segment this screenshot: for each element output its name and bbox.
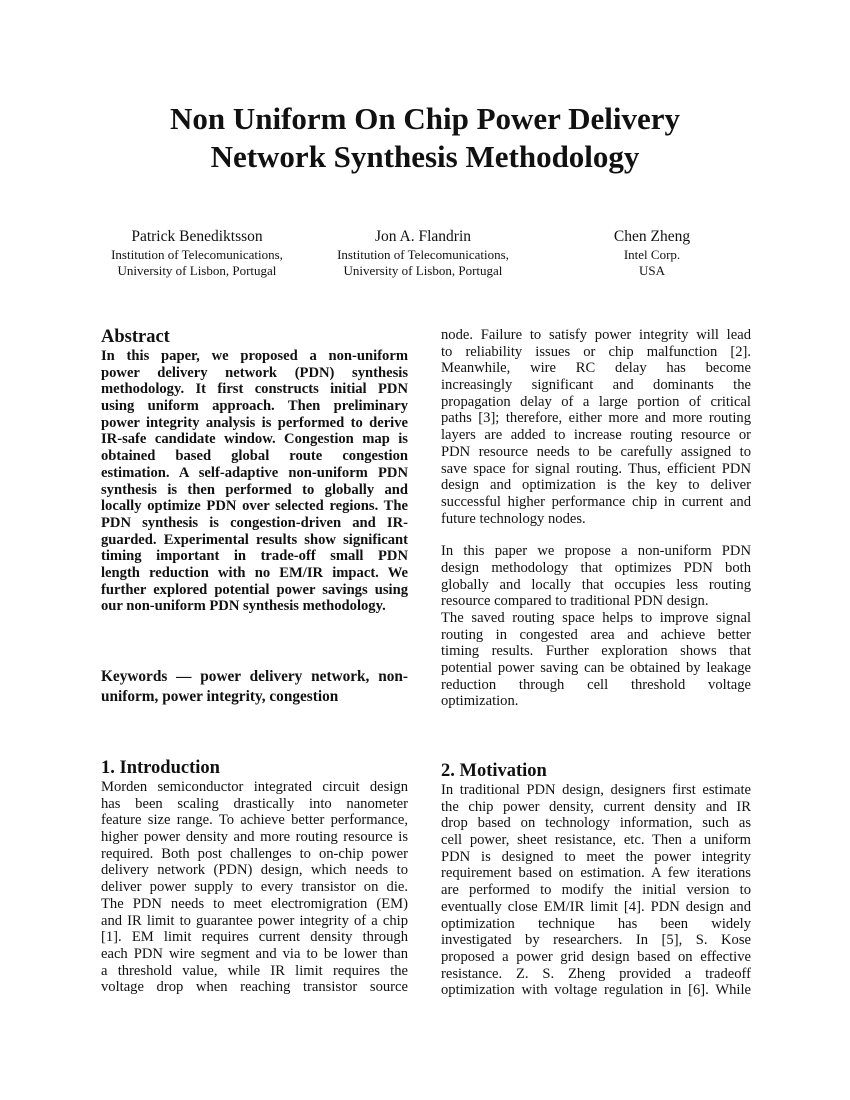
text-line: guarded. Experimental results show significant <box>101 531 408 548</box>
author-2 <box>303 227 543 279</box>
text-line: obtained based global route congestion <box>101 448 408 465</box>
text-line: resistance. Z. S. Zheng provided a tradeoff <box>441 965 751 982</box>
text-line: length reduction with no EM/IR impact. We <box>101 564 408 581</box>
text-line: deliver power supply to every transistor on die. <box>101 879 408 896</box>
text-line: delivery network (PDN) design, which needs to <box>101 862 408 879</box>
text-line: higher power density and more routing resource is <box>101 829 408 846</box>
text-line: further explored potential power savings using <box>101 581 408 598</box>
text-line: The saved routing space helps to improve signal <box>441 610 751 626</box>
abstract-heading: Abstract <box>101 327 170 347</box>
text-line: and IR limit to guarantee power integrity of a chip <box>101 912 408 929</box>
text-line: node. Failure to satisfy power integrity will lead <box>441 327 751 343</box>
paragraph <box>441 543 751 610</box>
text-line: PDN resource needs to be carefully assigned to <box>441 443 751 460</box>
text-line: feature size range. To achieve better performance, <box>101 812 408 829</box>
author-affiliation: Institution of Telecomunications, <box>111 247 283 262</box>
author-affiliation: USA <box>638 263 665 278</box>
text-line: voltage drop when reaching transistor source <box>101 979 408 996</box>
text-line: power integrity analysis is performed to derive <box>101 414 408 431</box>
text-line: potential power saving can be obtained by leakage <box>441 660 751 677</box>
text-line: save space for signal routing. Thus, efficient PDN <box>441 460 751 477</box>
text-line: resource compared to traditional PDN design. <box>441 593 709 610</box>
author-name: Chen Zheng <box>613 228 691 245</box>
author-1 <box>77 227 317 279</box>
text-line: Keywords — power delivery network, non- <box>101 668 408 685</box>
text-line: eventually close EM/IR limit [4]. PDN design and <box>441 898 751 915</box>
motivation-section <box>441 760 751 999</box>
abstract-section <box>101 326 408 615</box>
paragraph <box>441 610 751 710</box>
text-line: timing important in trade-off small PDN <box>101 548 408 565</box>
text-line: methodology. It first constructs initial PDN <box>101 381 408 398</box>
text-line: PDN synthesis is congestion-driven and IR- <box>101 514 408 531</box>
text-line: using uniform approach. Then preliminary <box>101 398 408 415</box>
text-line: layers are added to increase routing resource or <box>441 427 751 444</box>
author-affiliation: Institution of Telecomunications, <box>337 247 509 262</box>
text-line: paths [3]; therefore, either more and more routing <box>441 410 751 427</box>
text-line: a threshold value, while IR limit requires the <box>101 962 408 979</box>
text-line: optimization technique has been widely <box>441 915 751 932</box>
text-line: design methodology that optimizes PDN both <box>441 559 751 576</box>
text-line: PDN is designed to meet the power integrity <box>441 848 751 865</box>
text-line: increasingly significant and dominants the <box>441 377 751 394</box>
text-line: optimization. <box>441 693 519 710</box>
text-line: requirement based on estimation. A few iterations <box>441 865 751 882</box>
text-line: uniform, power integrity, congestion <box>101 688 339 705</box>
title-line: Network Synthesis Methodology <box>210 139 640 174</box>
text-line: reduction through cell threshold voltage <box>441 676 751 693</box>
text-line: the chip power density, current density and IR <box>441 798 751 815</box>
text-line: future technology nodes. <box>441 510 586 527</box>
paragraph <box>441 327 751 527</box>
text-line: has been scaling drastically into nanometer <box>101 795 408 812</box>
motivation-heading: 2. Motivation <box>441 761 547 781</box>
text-line: design and optimization is the key to deliver <box>441 477 751 494</box>
text-line: Meanwhile, wire RC delay has become <box>441 360 751 377</box>
abstract-body <box>101 348 408 615</box>
text-line: IR-safe candidate window. Congestion map is <box>101 431 408 448</box>
keywords <box>101 667 408 707</box>
text-line: propagation delay of a large portion of critical <box>441 393 751 410</box>
text-line: locally optimize PDN over selected regions. The <box>101 498 408 515</box>
text-line: In this paper, we proposed a non-uniform <box>101 348 408 364</box>
author-name: Jon A. Flandrin <box>374 228 472 245</box>
text-line: to reliability issues or chip malfunction [2]. <box>441 343 751 360</box>
text-line: required. Both post challenges to on-chip power <box>101 845 408 862</box>
text-line: routing in congested area and achieve better <box>441 626 751 643</box>
text-line: synthesis is then performed to globally and <box>101 481 408 498</box>
author-affiliation: University of Lisbon, Portugal <box>117 263 277 278</box>
text-line: optimization with voltage regulation in [6]. While <box>441 982 751 999</box>
text-line: [1]. EM limit requires current density through <box>101 929 408 946</box>
text-line: In this paper we propose a non-uniform PDN <box>441 543 751 560</box>
author-affiliation: University of Lisbon, Portugal <box>343 263 503 278</box>
motivation-body <box>441 782 751 999</box>
text-line: cell power, sheet resistance, etc. Then a uniform <box>441 832 751 849</box>
text-line: power delivery network (PDN) synthesis <box>101 364 408 381</box>
text-line: proposed a power grid design based on effective <box>441 948 751 965</box>
author-3 <box>532 227 772 279</box>
text-line: investigated by researchers. In [5], S. Kose <box>441 932 751 949</box>
right-column-top <box>441 327 751 710</box>
text-line: successful higher performance chip in current and <box>441 493 751 510</box>
author-affiliation: Intel Corp. <box>623 247 681 262</box>
text-line: timing results. Further exploration shows that <box>441 643 751 660</box>
text-line: The PDN needs to meet electromigration (EM) <box>101 895 408 912</box>
introduction-heading: 1. Introduction <box>101 758 220 778</box>
text-line: Morden semiconductor integrated circuit design <box>101 779 408 795</box>
author-name: Patrick Benediktsson <box>131 228 263 245</box>
text-line: each PDN wire segment and via to be lower than <box>101 945 408 962</box>
title-line: Non Uniform On Chip Power Delivery <box>169 101 681 136</box>
text-line: estimation. A self-adaptive non-uniform PDN <box>101 464 408 481</box>
text-line: our non-uniform PDN synthesis methodology. <box>101 598 386 615</box>
text-line: drop based on technology information, such as <box>441 815 751 832</box>
introduction-section <box>101 757 408 996</box>
text-line: In traditional PDN design, designers first estimate <box>441 782 751 798</box>
text-line: globally and locally that occupies less routing <box>441 576 751 593</box>
paper-title <box>0 100 850 176</box>
introduction-body <box>101 779 408 996</box>
text-line: are performed to modify the initial version to <box>441 882 751 899</box>
